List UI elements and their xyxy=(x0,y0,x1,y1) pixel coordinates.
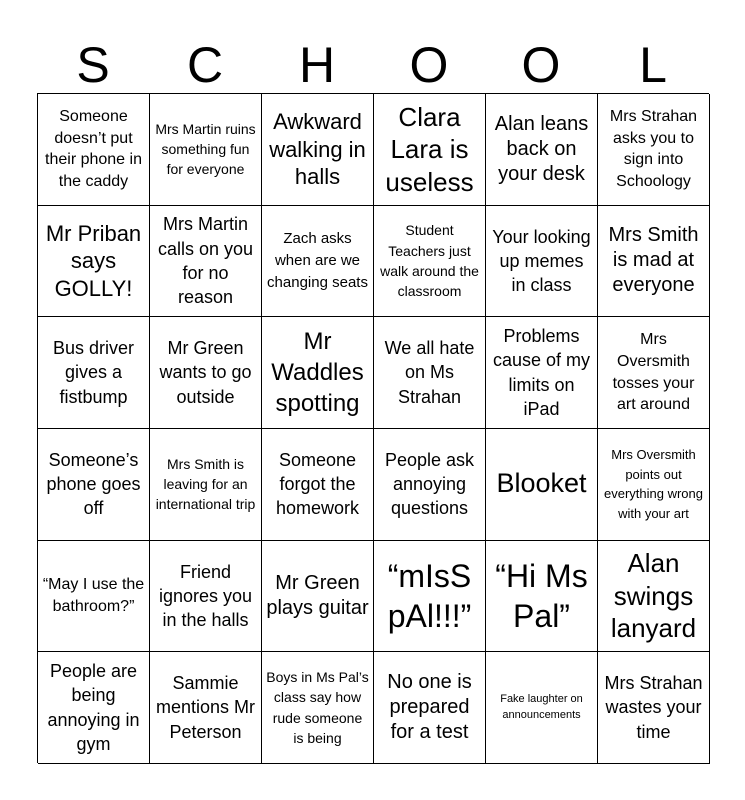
bingo-cell-text: Sammie mentions Mr Peterson xyxy=(155,673,256,742)
bingo-cell-text: Mr Priban says GOLLY! xyxy=(45,220,142,301)
bingo-cell-6-3[interactable] xyxy=(262,652,374,764)
bingo-cell-text: Mr Green plays guitar xyxy=(266,571,369,619)
bingo-cell-3-1[interactable] xyxy=(38,317,150,429)
bingo-cell-1-3[interactable] xyxy=(262,94,374,206)
bingo-cell-2-6[interactable] xyxy=(598,206,710,318)
bingo-cell-text: Your looking up memes in class xyxy=(492,226,591,296)
bingo-cell-6-1[interactable] xyxy=(38,652,150,764)
bingo-cell-1-2[interactable] xyxy=(150,94,262,206)
bingo-cell-5-4[interactable] xyxy=(374,541,486,653)
bingo-cell-5-5[interactable] xyxy=(486,541,598,653)
bingo-cell-text: Mr Green wants to go outside xyxy=(159,338,252,407)
bingo-cell-text: Someone’s phone goes off xyxy=(46,449,141,519)
bingo-cell-text: No one is prepared for a test xyxy=(387,671,472,744)
bingo-cell-3-3[interactable] xyxy=(262,317,374,429)
bingo-cell-text: Boys in Ms Pal’s class say how rude someone is being xyxy=(266,669,369,746)
bingo-cell-4-4[interactable] xyxy=(374,429,486,541)
bingo-cell-5-3[interactable] xyxy=(262,541,374,653)
bingo-cell-text: People ask annoying questions xyxy=(384,449,475,519)
bingo-cell-6-4[interactable] xyxy=(374,652,486,764)
bingo-cell-text: Fake laughter on announcements xyxy=(500,692,583,721)
bingo-cell-text: Mrs Martin ruins something fun for everyone xyxy=(155,120,256,178)
bingo-cell-2-2[interactable] xyxy=(150,206,262,318)
bingo-cell-5-6[interactable] xyxy=(598,541,710,653)
header-letter-h: H xyxy=(298,37,336,93)
bingo-cell-text: Clara Lara is useless xyxy=(385,101,474,197)
bingo-cell-1-6[interactable] xyxy=(598,94,710,206)
bingo-cell-4-3[interactable] xyxy=(262,429,374,541)
bingo-cell-6-6[interactable] xyxy=(598,652,710,764)
bingo-cell-text: Mrs Oversmith tosses your art around xyxy=(612,331,695,414)
bingo-cell-3-5[interactable] xyxy=(486,317,598,429)
bingo-cell-text: Mrs Smith is leaving for an international trip xyxy=(155,455,256,513)
bingo-cell-text: Someone forgot the homework xyxy=(275,449,360,519)
header-letter-l: L xyxy=(639,37,667,93)
bingo-cell-text: Zach asks when are we changing seats xyxy=(267,230,368,291)
bingo-cell-2-1[interactable] xyxy=(38,206,150,318)
bingo-cell-text: “Hi Ms Pal” xyxy=(495,557,588,634)
bingo-cell-text: Alan leans back on your desk xyxy=(494,112,589,185)
bingo-cell-text: Alan swings lanyard xyxy=(610,548,697,644)
bingo-cell-text: Mrs Oversmith points out everything wrong with your art xyxy=(604,447,703,521)
bingo-cell-6-2[interactable] xyxy=(150,652,262,764)
bingo-cell-text: We all hate on Ms Strahan xyxy=(384,338,475,407)
bingo-cell-text: Blooket xyxy=(496,468,587,499)
bingo-cell-text: Bus driver gives a fistbump xyxy=(52,338,135,407)
bingo-cell-text: Problems cause of my limits on iPad xyxy=(492,326,591,419)
bingo-cell-text: “mIsS pAl!!!” xyxy=(387,557,472,634)
bingo-cell-2-3[interactable] xyxy=(262,206,374,318)
bingo-cell-4-5[interactable] xyxy=(486,429,598,541)
bingo-cell-6-5[interactable] xyxy=(486,652,598,764)
bingo-grid xyxy=(37,93,709,763)
bingo-cell-text: Mrs Strahan asks you to sign into Schoology xyxy=(609,108,698,190)
bingo-cell-4-6[interactable] xyxy=(598,429,710,541)
bingo-cell-5-1[interactable] xyxy=(38,541,150,653)
bingo-cell-text: Awkward walking in halls xyxy=(269,109,366,190)
bingo-cell-1-5[interactable] xyxy=(486,94,598,206)
bingo-cell-2-4[interactable] xyxy=(374,206,486,318)
bingo-cell-text: “May I use the bathroom?” xyxy=(42,576,145,615)
bingo-cell-1-1[interactable] xyxy=(38,94,150,206)
header-letter-s: S xyxy=(76,37,110,93)
bingo-cell-text: People are being annoying in gym xyxy=(47,661,140,754)
bingo-cell-text: Student Teachers just walk around the classroom xyxy=(380,222,479,300)
bingo-cell-3-2[interactable] xyxy=(150,317,262,429)
header-letter-o: O xyxy=(409,37,449,93)
bingo-cell-1-4[interactable] xyxy=(374,94,486,206)
bingo-cell-2-5[interactable] xyxy=(486,206,598,318)
bingo-cell-text: Someone doesn’t put their phone in the caddy xyxy=(45,108,142,190)
bingo-cell-4-1[interactable] xyxy=(38,429,150,541)
bingo-cell-5-2[interactable] xyxy=(150,541,262,653)
bingo-cell-text: Friend ignores you in the halls xyxy=(158,561,253,631)
header-letter-o-2: O xyxy=(521,37,561,93)
bingo-cell-3-4[interactable] xyxy=(374,317,486,429)
bingo-cell-text: Mrs Martin calls on you for no reason xyxy=(157,214,254,308)
bingo-cell-3-6[interactable] xyxy=(598,317,710,429)
bingo-cell-text: Mrs Strahan wastes your time xyxy=(604,673,703,742)
header-letter-c: C xyxy=(186,37,224,93)
bingo-cell-text: Mrs Smith is mad at everyone xyxy=(608,224,699,297)
bingo-cell-text: Mr Waddles spotting xyxy=(271,327,364,418)
bingo-cell-4-2[interactable] xyxy=(150,429,262,541)
bingo-header xyxy=(37,36,709,94)
